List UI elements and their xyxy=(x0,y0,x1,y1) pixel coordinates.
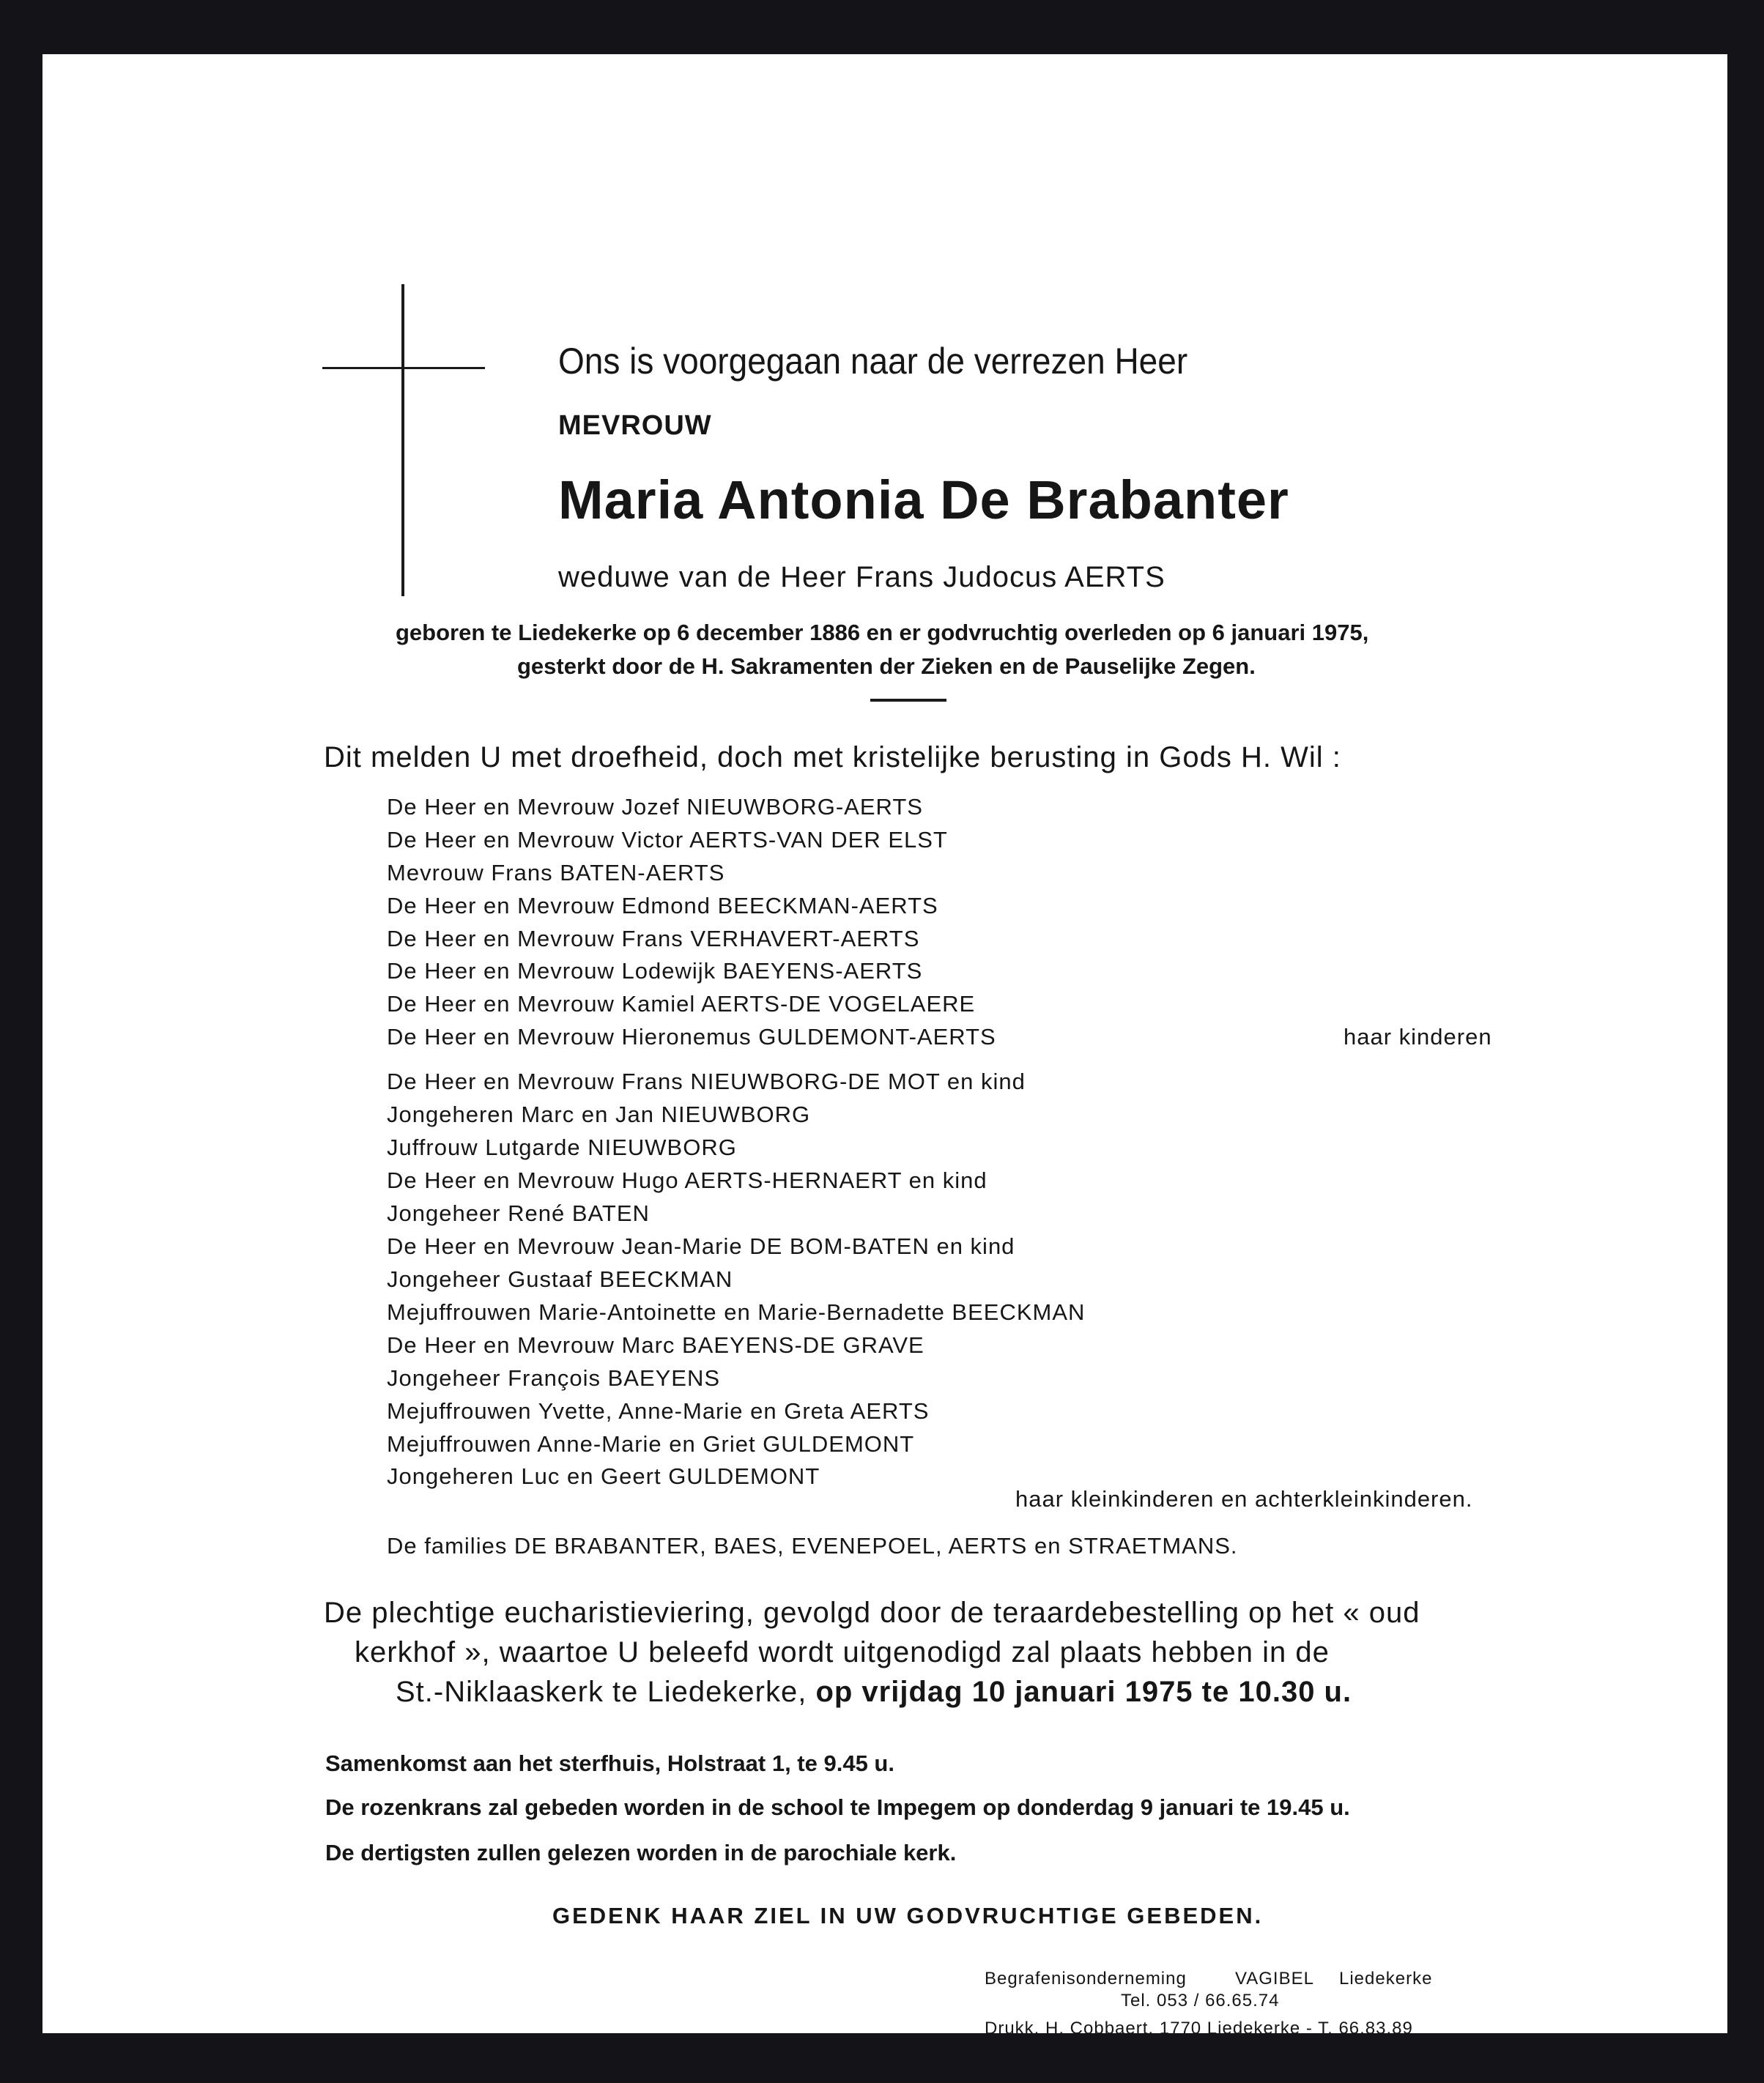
list-item: Juffrouw Lutgarde NIEUWBORG xyxy=(387,1135,737,1160)
list-item: Jongeheer René BATEN xyxy=(387,1200,650,1226)
rosary-line: De rozenkrans zal gebeden worden in de school te Impegem op donderdag 9 januari te 19.45 u. xyxy=(325,1794,1350,1820)
cross-icon-horizontal xyxy=(322,367,485,369)
ceremony-line-1: De plechtige eucharistieviering, gevolgd door de teraardebestelling op het « oud xyxy=(324,1597,1420,1629)
list-item: Jongeheren Marc en Jan NIEUWBORG xyxy=(387,1102,811,1127)
list-item: De Heer en Mevrouw Jozef NIEUWBORG-AERTS xyxy=(387,794,923,820)
list-item: De Heer en Mevrouw Frans NIEUWBORG-DE MOT en kind xyxy=(387,1069,1026,1094)
ceremony-date: op vrijdag 10 januari 1975 te 10.30 u. xyxy=(815,1676,1352,1708)
funeral-home-name: VAGIBEL xyxy=(1235,1969,1314,1989)
widow-line: weduwe van de Heer Frans Judocus AERTS xyxy=(558,561,1166,593)
ceremony-line-3 xyxy=(396,1676,1352,1709)
list-item: Jongeheren Luc en Geert GULDEMONT xyxy=(387,1463,820,1489)
deceased-name: Maria Antonia De Brabanter xyxy=(558,469,1289,530)
list-item: De Heer en Mevrouw Edmond BEECKMAN-AERTS xyxy=(387,893,938,918)
masses-line: De dertigsten zullen gelezen worden in de parochiale kerk. xyxy=(325,1840,957,1865)
separator xyxy=(870,699,946,702)
list-item: De Heer en Mevrouw Frans VERHAVERT-AERTS xyxy=(387,926,920,951)
grandchildren-label: haar kleinkinderen en achterkleinkinderen. xyxy=(1015,1486,1473,1512)
sacraments-line: gesterkt door de H. Sakramenten der Zieken en de Pauselijke Zegen. xyxy=(517,653,1256,679)
list-item: De Heer en Mevrouw Marc BAEYENS-DE GRAVE xyxy=(387,1332,924,1358)
cross-icon-vertical xyxy=(401,284,404,596)
gathering-line: Samenkomst aan het sterfhuis, Holstraat 1, te 9.45 u. xyxy=(325,1750,894,1776)
funeral-home-label: Begrafenisonderneming xyxy=(985,1969,1187,1989)
list-item: Mejuffrouwen Marie-Antoinette en Marie-Bernadette BEECKMAN xyxy=(387,1299,1086,1325)
list-item: De Heer en Mevrouw Hieronemus GULDEMONT-AERTS xyxy=(387,1024,996,1050)
list-item: Mejuffrouwen Yvette, Anne-Marie en Greta AERTS xyxy=(387,1398,930,1424)
families-line: De families DE BRABANTER, BAES, EVENEPOEL, AERTS en STRAETMANS. xyxy=(387,1533,1238,1559)
list-item: De Heer en Mevrouw Kamiel AERTS-DE VOGELAERE xyxy=(387,991,976,1017)
printer-line: Drukk. H. Cobbaert, 1770 Liedekerke - T. 66.83.89 xyxy=(985,2019,1413,2038)
intro-line: Ons is voorgegaan naar de verrezen Heer xyxy=(558,341,1188,382)
birth-line: geboren te Liedekerke op 6 december 1886 en er godvruchtig overleden op 6 januari 1975, xyxy=(396,620,1369,645)
list-item: De Heer en Mevrouw Lodewijk BAEYENS-AERTS xyxy=(387,958,923,984)
memorial-card xyxy=(42,54,1727,2038)
list-item: Mejuffrouwen Anne-Marie en Griet GULDEMONT xyxy=(387,1431,915,1457)
list-item: De Heer en Mevrouw Victor AERTS-VAN DER ELST xyxy=(387,827,948,853)
title-mevrouw: MEVROUW xyxy=(558,410,712,441)
announcement: Dit melden U met droefheid, doch met kristelijke berusting in Gods H. Wil : xyxy=(324,741,1341,773)
funeral-home-phone: Tel. 053 / 66.65.74 xyxy=(1121,1991,1280,2010)
list-item: De Heer en Mevrouw Jean-Marie DE BOM-BATEN en kind xyxy=(387,1233,1015,1259)
church-location: St.-Niklaaskerk te Liedekerke, xyxy=(396,1676,807,1708)
ceremony-line-2: kerkhof », waartoe U beleefd wordt uitgenodigd zal plaats hebben in de xyxy=(355,1636,1330,1668)
list-item: Jongeheer Gustaaf BEECKMAN xyxy=(387,1266,733,1292)
list-item: Mevrouw Frans BATEN-AERTS xyxy=(387,860,725,885)
children-label: haar kinderen xyxy=(1344,1024,1492,1050)
funeral-home-place: Liedekerke xyxy=(1339,1969,1433,1989)
list-item: De Heer en Mevrouw Hugo AERTS-HERNAERT en kind xyxy=(387,1167,987,1193)
list-item: Jongeheer François BAEYENS xyxy=(387,1365,721,1391)
remember-line: GEDENK HAAR ZIEL IN UW GODVRUCHTIGE GEBEDEN. xyxy=(552,1903,1264,1928)
